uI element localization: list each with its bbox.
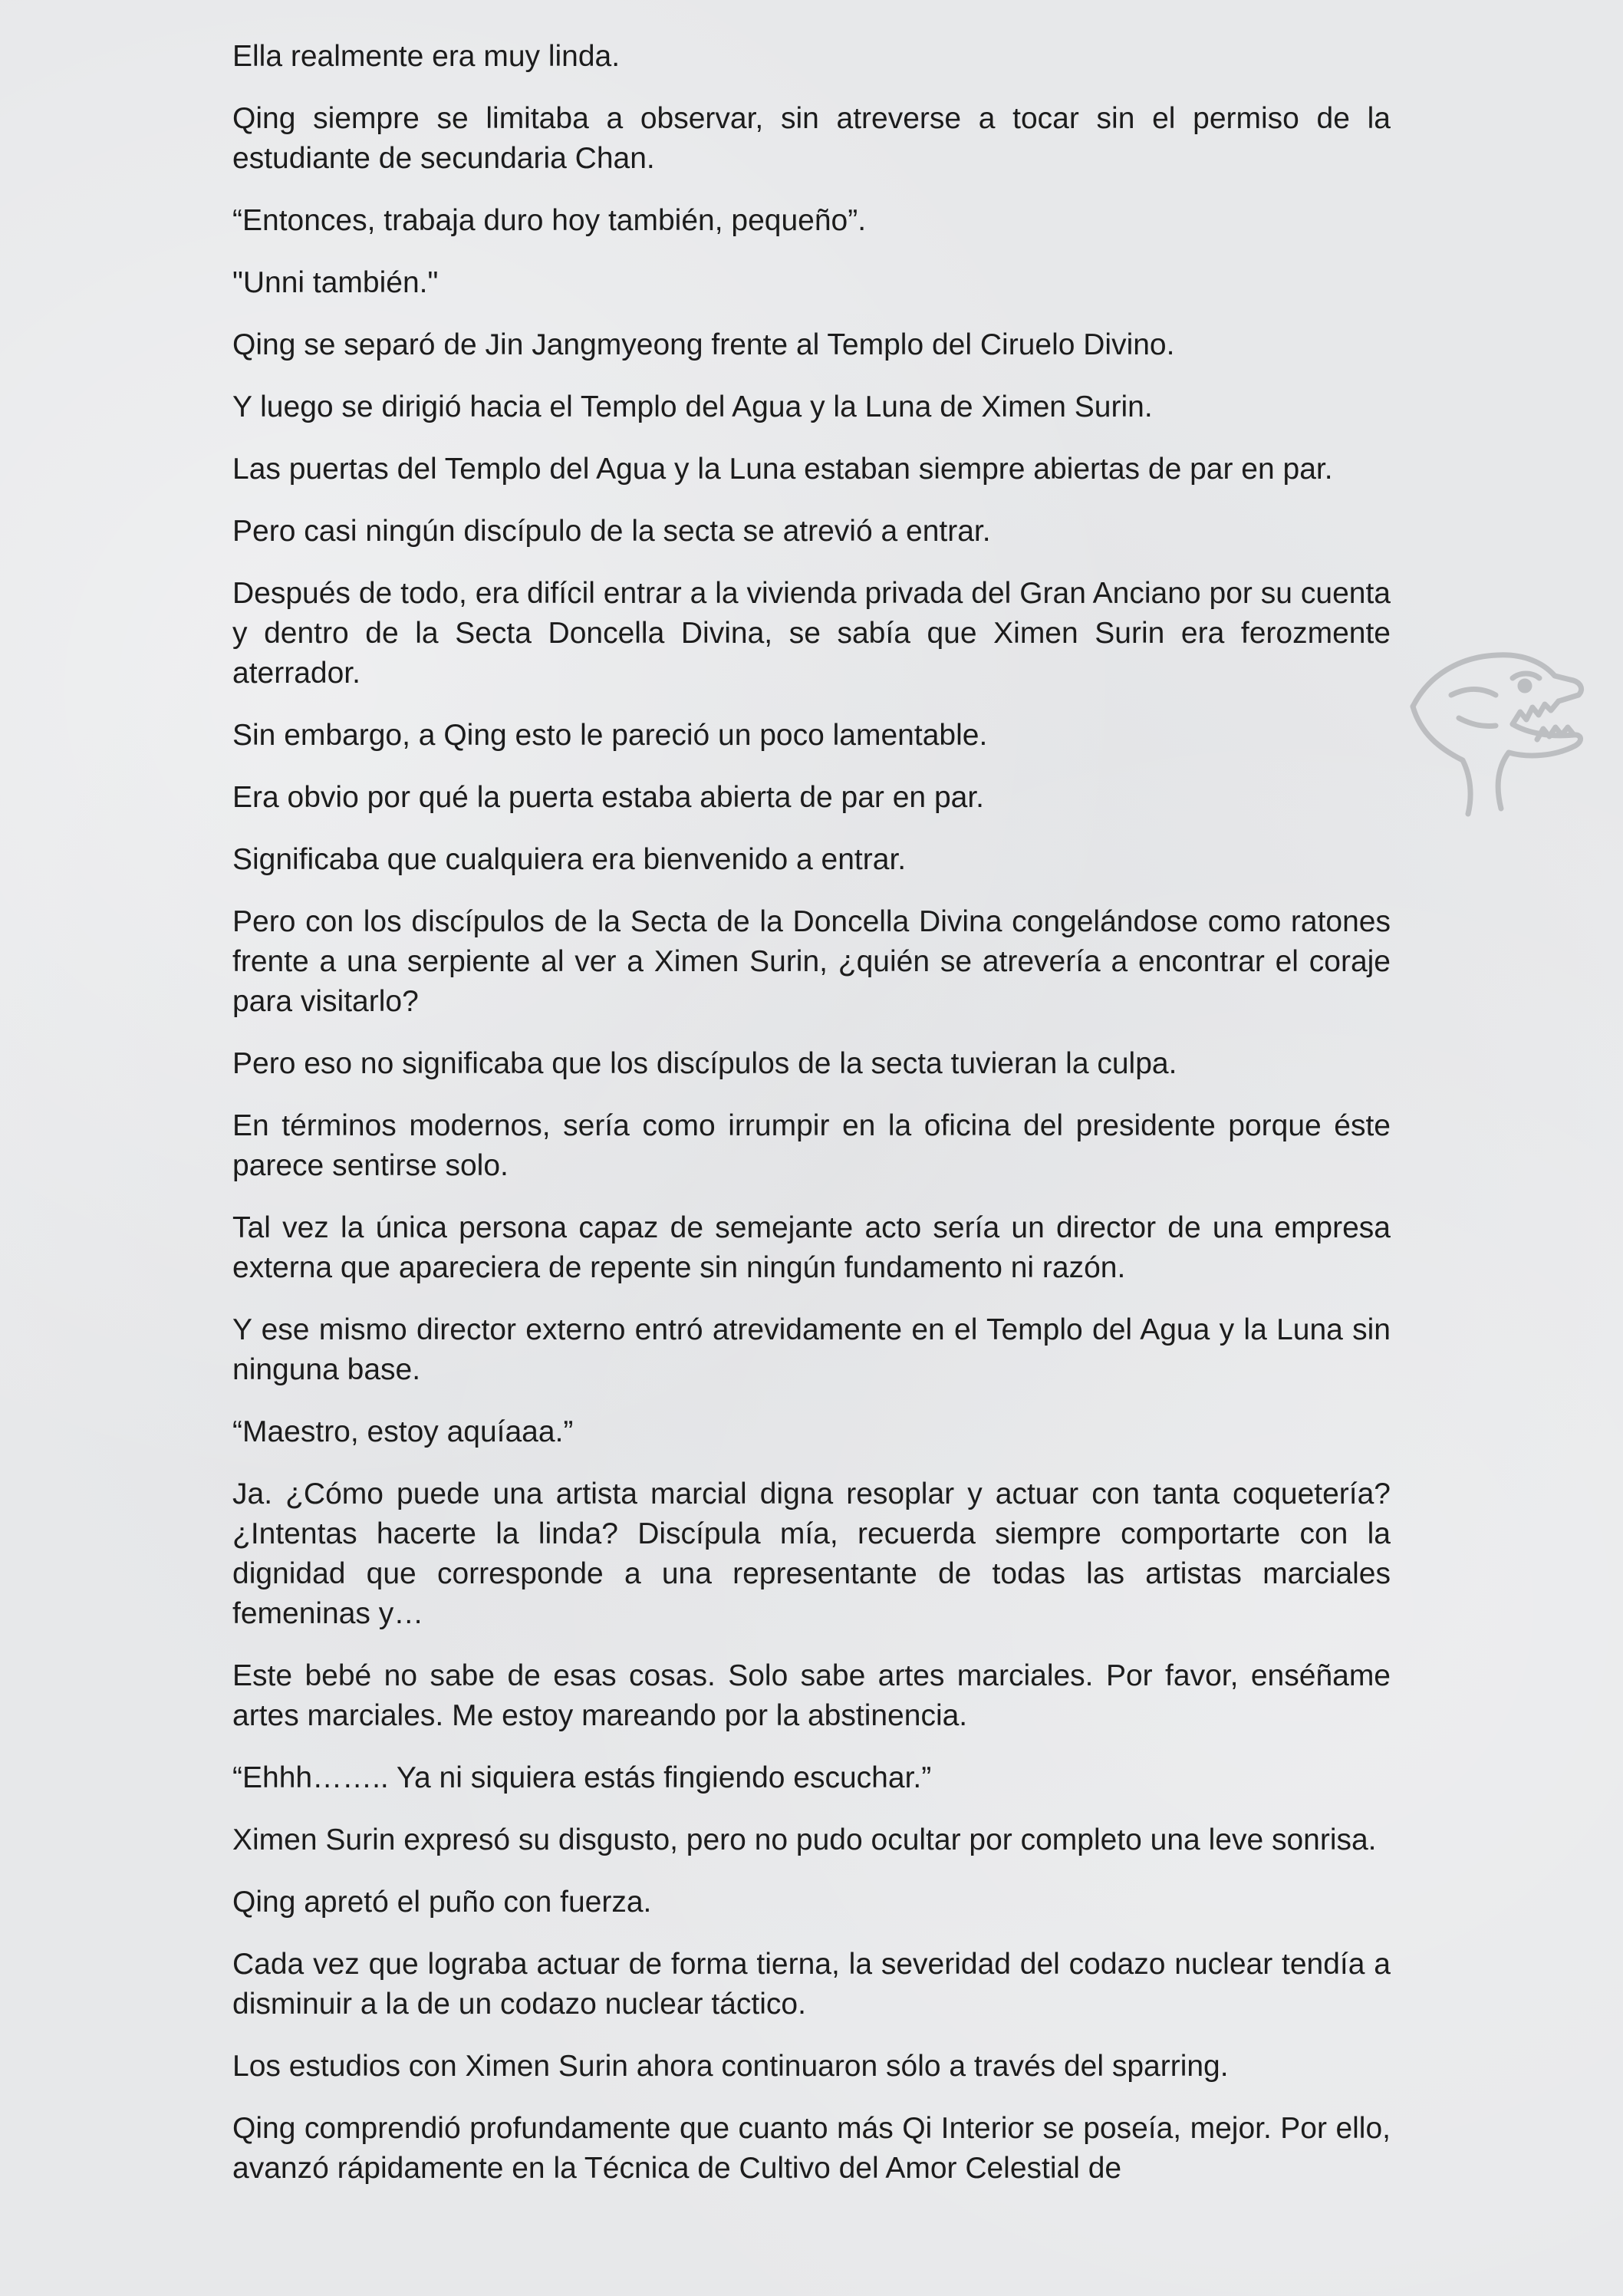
paragraph: Este bebé no sabe de esas cosas. Solo sabe artes marciales. Por favor, enséñame artes marciales. Me estoy mareando por la abstinencia. xyxy=(232,1659,1391,1732)
paragraph: En términos modernos, sería como irrumpir en la oficina del presidente porque éste parece sentirse solo. xyxy=(232,1109,1391,1182)
paragraph: Y luego se dirigió hacia el Templo del Agua y la Luna de Ximen Surin. xyxy=(232,390,1153,423)
paragraph: "Unni también." xyxy=(232,266,439,299)
dinosaur-head-icon xyxy=(1397,634,1597,825)
paragraph: “Entonces, trabaja duro hoy también, pequeño”. xyxy=(232,204,867,237)
paragraph: Después de todo, era difícil entrar a la vivienda privada del Gran Anciano por su cuenta y dentro de la Secta Doncella Divina, se sabía que Ximen Surin era ferozmente aterrador. xyxy=(232,577,1391,690)
paragraph: Los estudios con Ximen Surin ahora continuaron sólo a través del sparring. xyxy=(232,2050,1229,2083)
paragraph: Ella realmente era muy linda. xyxy=(232,40,621,73)
paragraph: Qing se separó de Jin Jangmyeong frente al Templo del Ciruelo Divino. xyxy=(232,328,1175,361)
body-text xyxy=(232,37,1391,2211)
paragraph: Era obvio por qué la puerta estaba abierta de par en par. xyxy=(232,781,985,814)
paragraph: Pero eso no significaba que los discípulos de la secta tuvieran la culpa. xyxy=(232,1047,1177,1080)
paragraph: Significaba que cualquiera era bienvenido a entrar. xyxy=(232,843,907,876)
paragraph: Qing siempre se limitaba a observar, sin atreverse a tocar sin el permiso de la estudiante de secundaria Chan. xyxy=(232,102,1391,175)
paragraph: Pero casi ningún discípulo de la secta se atrevió a entrar. xyxy=(232,515,991,548)
paragraph: Ximen Surin expresó su disgusto, pero no pudo ocultar por completo una leve sonrisa. xyxy=(232,1823,1377,1856)
paragraph: Las puertas del Templo del Agua y la Luna estaban siempre abiertas de par en par. xyxy=(232,453,1333,486)
paragraph: Ja. ¿Cómo puede una artista marcial digna resoplar y actuar con tanta coquetería? ¿Intentas hacerte la linda? Discípula mía, recuerda siempre comportarte con la dignidad que corresponde a una representante de todas las artistas marciales femeninas y… xyxy=(232,1477,1391,1630)
paragraph: Qing comprendió profundamente que cuanto más Qi Interior se poseía, mejor. Por ello, avanzó rápidamente en la Técnica de Cultivo del Amor Celestial de xyxy=(232,2112,1391,2185)
paragraph: “Maestro, estoy aquíaaa.” xyxy=(232,1415,574,1448)
paragraph: Cada vez que lograba actuar de forma tierna, la severidad del codazo nuclear tendía a disminuir a la de un codazo nuclear táctico. xyxy=(232,1948,1391,2021)
paragraph: Y ese mismo director externo entró atrevidamente en el Templo del Agua y la Luna sin ninguna base. xyxy=(232,1313,1391,1386)
paragraph: “Ehhh…….. Ya ni siquiera estás fingiendo escuchar.” xyxy=(232,1761,932,1794)
paragraph: Tal vez la única persona capaz de semejante acto sería un director de una empresa externa que apareciera de repente sin ningún fundamento ni razón. xyxy=(232,1211,1391,1284)
paragraph: Pero con los discípulos de la Secta de la Doncella Divina congelándose como ratones frente a una serpiente al ver a Ximen Surin, ¿quién se atrevería a encontrar el coraje para visitarlo? xyxy=(232,905,1391,1018)
paragraph: Qing apretó el puño con fuerza. xyxy=(232,1886,652,1919)
paragraph: Sin embargo, a Qing esto le pareció un poco lamentable. xyxy=(232,719,988,752)
